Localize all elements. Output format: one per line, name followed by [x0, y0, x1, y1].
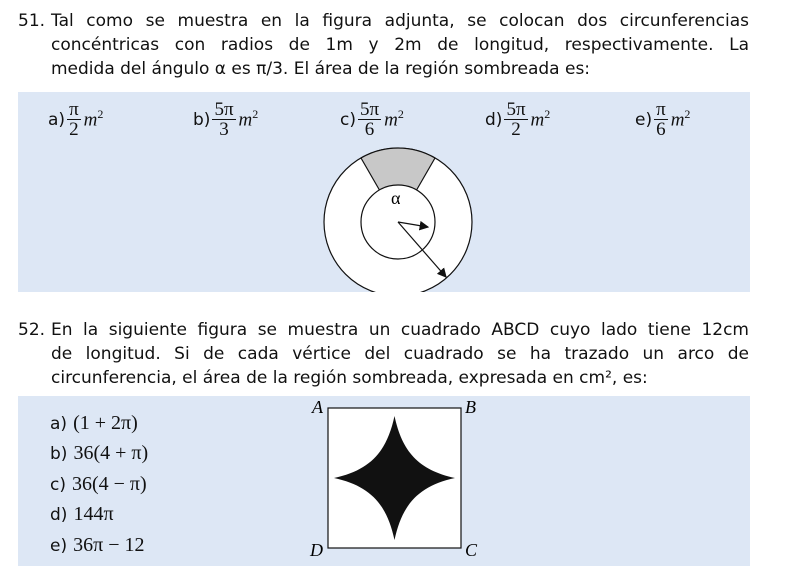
vertex-b: B	[465, 397, 476, 417]
question-text	[51, 9, 749, 81]
concentric-circles-figure	[298, 142, 498, 292]
options-panel-52	[18, 396, 750, 566]
question-line: circunferencia, el área de la región sombreada, expresada en cm², es:	[51, 368, 648, 388]
option-d[interactable]	[485, 100, 550, 139]
fraction: $\frac{5\pi}{6}$	[359, 99, 380, 140]
option-label: a)	[50, 414, 68, 434]
unit: $m^2$	[384, 107, 404, 131]
option-label: a)	[48, 109, 66, 130]
fraction: $\frac{\pi}{6}$	[656, 99, 666, 140]
option-value: 36π − 12	[73, 534, 145, 556]
option-value: 36(4 − π)	[71, 473, 147, 495]
option-value: (1 + 2π)	[73, 412, 138, 434]
option-e[interactable]	[635, 100, 690, 139]
unit: $m^2$	[530, 107, 551, 131]
option-c[interactable]	[340, 100, 404, 139]
options-panel-51	[18, 92, 750, 292]
question-text	[51, 318, 749, 390]
unit: $m^2$	[670, 107, 691, 131]
fraction: $\frac{\pi}{2}$	[69, 99, 79, 140]
option-label: c)	[340, 109, 356, 130]
question-number: 51.	[18, 11, 46, 31]
option-a[interactable]	[50, 412, 138, 435]
option-b[interactable]	[193, 100, 258, 139]
unit: $m^2$	[83, 107, 104, 131]
fraction: $\frac{5\pi}{3}$	[214, 99, 234, 140]
square-figure	[308, 396, 508, 566]
unit: $m^2$	[238, 107, 259, 131]
option-e[interactable]	[50, 534, 144, 557]
question-number: 52.	[18, 320, 46, 340]
option-label: e)	[50, 536, 68, 556]
option-b[interactable]	[50, 442, 148, 465]
vertex-c: C	[465, 540, 478, 560]
option-label: b)	[50, 444, 68, 464]
option-c[interactable]	[50, 473, 147, 496]
vertex-a: A	[312, 397, 323, 417]
fraction: $\frac{5\pi}{2}$	[506, 99, 526, 140]
option-value: 36(4 + π)	[73, 442, 149, 464]
question-line: medida del ángulo α es π/3. El área de la región sombreada es:	[51, 59, 591, 79]
option-label: d)	[50, 505, 68, 525]
option-label: b)	[193, 109, 211, 130]
option-value: 144π	[73, 503, 114, 525]
option-label: e)	[635, 109, 653, 130]
option-a[interactable]	[48, 100, 103, 139]
option-d[interactable]	[50, 503, 114, 526]
question-line: concéntricas con radios de 1m y 2m de longitud, respectivamente. La	[51, 35, 749, 55]
question-line: Tal como se muestra en la figura adjunta, se colocan dos circunferencias	[51, 11, 749, 31]
vertex-d: D	[310, 540, 323, 560]
question-line: de longitud. Si de cada vértice del cuadrado se ha trazado un arco de	[51, 344, 749, 364]
option-label: d)	[485, 109, 503, 130]
option-label: c)	[50, 475, 66, 495]
question-line: En la siguiente figura se muestra un cuadrado ABCD cuyo lado tiene 12cm	[51, 320, 749, 340]
angle-label: α	[391, 188, 401, 208]
